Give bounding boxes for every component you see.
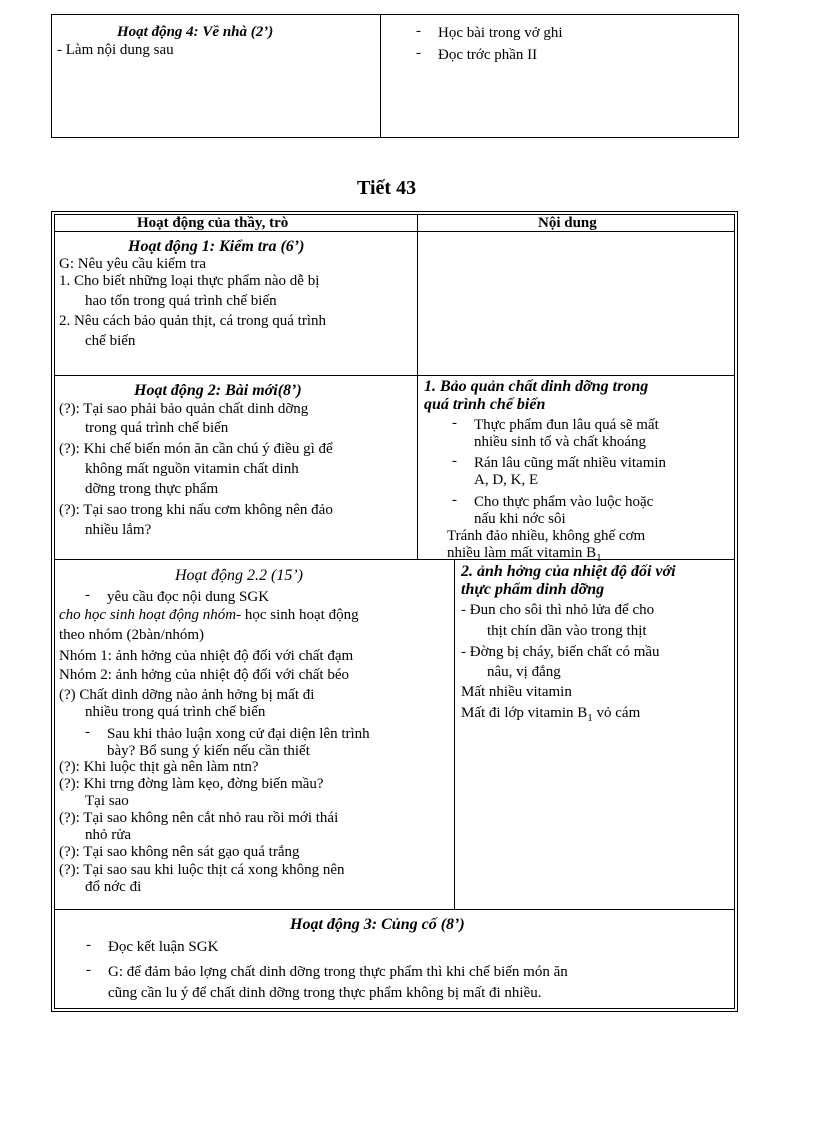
activity-2-line: (?): Khi chế biến món ăn cần chú ý điều gì để [59,441,333,457]
row-divider [54,909,735,910]
activity-2-2-line: cho học sinh hoạt động nhóm- học sinh hoạt động [59,607,359,623]
activity-2-2-line: (?): Tại sao sau khi luộc thịt cá xong không nên [59,862,345,878]
activity-2-2-line: đổ nớc đi [85,879,142,895]
activity-2-2-line: Nhóm 2: ảnh hởng của nhiệt độ đối với chất béo [59,667,349,683]
column-divider [454,559,455,909]
activity-2-line: (?): Tại sao phải bảo quản chất dinh dỡng [59,401,309,417]
activity-2-2-line: nhỏ rửa [85,827,132,843]
activity-2-2-line: (?): Tại sao không nên cắt nhỏ rau rồi mới thái [59,810,339,826]
activity-2-2-title: Hoạt động 2.2 (15’) [175,567,303,584]
content-2-line: Mất đi lớp vitamin $B_1$ vỏ cám [461,705,641,724]
header-content: Nội dung [538,215,597,231]
activity-2-2-line: - Sau khi thảo luận xong cử đại diện lên trình [107,726,370,743]
content-1-title: 1. Bảo quản chất dinh dỡng trong [424,378,649,395]
content-2-line: nâu, vị đắng [487,664,561,680]
column-divider [417,214,418,559]
activity-2-2-line: (?): Khi luộc thịt gà nên làm ntn? [59,759,259,775]
activity-2-line: (?): Tại sao trong khi nấu cơm không nên đảo [59,502,333,518]
activity-2-title: Hoạt động 2: Bài mới(8’) [134,382,302,399]
activity-2-2-line: theo nhóm (2bàn/nhóm) [59,627,204,643]
top-table-divider [380,14,381,138]
activity-1-title: Hoạt động 1: Kiểm tra (6’) [128,238,305,255]
content-2-title: 2. ảnh hởng của nhiệt độ đối với [461,563,676,580]
content-1-item: nấu khi nớc sôi [474,511,566,527]
row-divider [54,375,735,376]
content-2-line: - Đờng bị cháy, biến chất có mầu [461,644,660,660]
activity-3-title: Hoạt động 3: Củng cố (8’) [290,916,465,933]
row-divider [54,559,735,560]
content-1-item: - Thực phẩm đun lâu quá sẽ mất [474,417,659,434]
activity-2-2-line: Nhóm 1: ảnh hởng của nhiệt độ đối với chất đạm [59,648,354,664]
activity-1-line: chế biến [85,333,136,349]
content-1-item: nhiều sinh tố và chất khoáng [474,434,647,450]
content-2-title: thực phẩm dinh dỡng [461,581,605,598]
activity-2-line: không mất nguồn vitamin chất dinh [85,461,299,477]
content-1-item: A, D, K, E [474,472,539,488]
content-1-title: quá trình chế biến [424,396,546,413]
activity-1-line: G: Nêu yêu cầu kiểm tra [59,256,207,272]
activity-4-line: - Làm nội dung sau [57,42,174,58]
activity-4-title: Hoạt động 4: Về nhà (2’) [117,24,274,40]
content-1-item: - Cho thực phẩm vào luộc hoặc [474,494,653,511]
activity-1-line: hao tổn trong quá trình chế biến [85,293,277,309]
activity-1-line: 1. Cho biết những loại thực phẩm nào dễ bị [59,273,320,289]
header-teacher-student: Hoạt động của thầy, trò [137,215,289,231]
activity-2-2-line: nhiều trong quá trình chế biến [85,704,266,720]
content-2-line: thịt chín dần vào trong thịt [487,623,647,639]
activity-2-2-line: (?) Chất dinh dỡng nào ảnh hởng bị mất đi [59,687,315,703]
activity-2-line: trong quá trình chế biến [85,420,229,436]
section-title: Tiết 43 [357,177,417,199]
activity-2-2-line: (?): Tại sao không nên sát gạo quá trắng [59,844,300,860]
activity-2-2-line: - yêu cầu đọc nội dung SGK [107,589,269,606]
content-1-item: - Rán lâu cũng mất nhiều vitamin [474,455,666,472]
content-2-line: - Đun cho sôi thì nhỏ lửa để cho [461,602,655,618]
content-2-line: Mất nhiều vitamin [461,684,572,700]
activity-1-line: 2. Nêu cách bảo quản thịt, cá trong quá trình [59,313,326,329]
activity-2-2-line: bày? Bổ sung ý kiến nếu cần thiết [107,743,310,759]
activity-3-item: - G: để đảm bảo lợng chất dinh dỡng trong thực phẩm thì khi chế biến món ăn [108,964,568,981]
activity-2-line: nhiều lắm? [85,522,152,538]
content-1-line: Tránh đảo nhiều, không ghế cơm [447,528,646,544]
homework-item: - Đọc trớc phần II [438,47,537,64]
activity-2-line: dỡng trong thực phẩm [85,481,219,497]
content-1-line: nhiều làm mất vitamin $B_1$ [447,545,602,564]
activity-2-2-line: Tại sao [85,793,129,809]
homework-item: - Học bài trong vở ghi [438,25,563,42]
activity-3-item: cũng cần lu ý để chất dinh dỡng trong thực phẩm không bị mất đi nhiều. [108,985,542,1001]
activity-3-item: - Đọc kết luận SGK [108,939,218,956]
activity-2-2-line: (?): Khi trng đờng làm kẹo, đờng biến mầu? [59,776,324,792]
